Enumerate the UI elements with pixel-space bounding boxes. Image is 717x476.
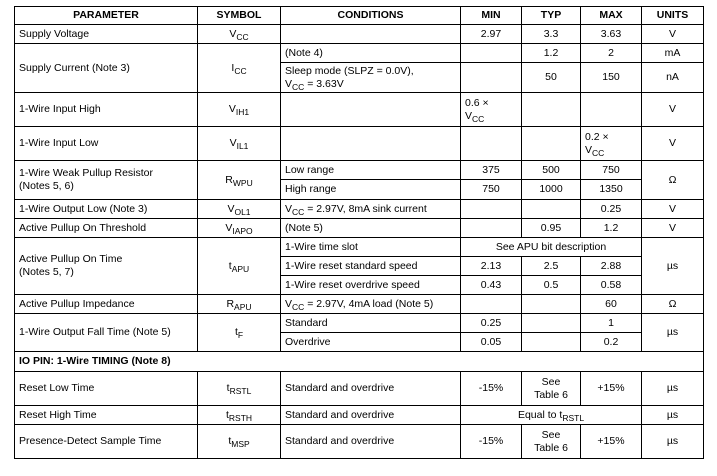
max-cell: 0.58	[581, 276, 642, 295]
conditions-cell	[281, 200, 461, 219]
row-pullup-resistor-low	[15, 161, 704, 180]
row-pullup-time-slot	[15, 238, 704, 257]
max-cell: 0.2	[581, 333, 642, 352]
typ-cell	[522, 127, 581, 161]
min-symbol: V	[465, 109, 473, 122]
max-cell	[581, 93, 642, 127]
header-row	[15, 7, 704, 25]
symbol-cell	[198, 44, 281, 93]
header-units: UNITS	[642, 7, 704, 25]
max-cell: 2.88	[581, 257, 642, 276]
symbol-main: V	[229, 27, 237, 40]
min-cell	[461, 219, 522, 238]
condition-subscript: CC	[292, 81, 305, 92]
row-supply-current	[15, 44, 704, 63]
symbol-main: V	[228, 103, 236, 115]
parameter-cell: 1-Wire Input High	[15, 93, 198, 127]
min-subscript: CC	[472, 113, 485, 124]
min-cell: 375	[461, 161, 522, 180]
spanning-note-cell	[461, 406, 642, 425]
row-fall-time-standard	[15, 314, 704, 333]
row-supply-voltage	[15, 25, 704, 44]
conditions-cell	[281, 127, 461, 161]
min-cell: -15%	[461, 372, 522, 406]
header-conditions: CONDITIONS	[281, 7, 461, 25]
symbol-subscript: WPU	[232, 177, 253, 188]
typ-cell: 1.2	[522, 44, 581, 63]
parameter-cell	[15, 238, 198, 295]
max-subscript: CC	[592, 147, 605, 158]
parameter-cell: Presence-Detect Sample Time	[15, 425, 198, 459]
parameter-cell: 1-Wire Output Fall Time (Note 5)	[15, 314, 198, 352]
electrical-characteristics-table	[14, 6, 704, 459]
parameter-cell: Reset Low Time	[15, 372, 198, 406]
min-cell	[461, 200, 522, 219]
condition-symbol: V	[285, 77, 293, 90]
units-cell: V	[642, 219, 704, 238]
units-cell: V	[642, 25, 704, 44]
max-line: 0.2 ×	[585, 130, 609, 143]
typ-cell	[522, 372, 581, 406]
min-cell: 2.13	[461, 257, 522, 276]
symbol-subscript: IH1	[235, 107, 250, 117]
min-cell: 2.97	[461, 25, 522, 44]
min-cell: 0.05	[461, 333, 522, 352]
min-cell: -15%	[461, 425, 522, 459]
conditions-cell: Low range	[281, 161, 461, 180]
symbol-subscript: CC	[236, 31, 249, 42]
conditions-cell: Standard and overdrive	[281, 372, 461, 406]
conditions-cell	[281, 25, 461, 44]
symbol-subscript: APU	[234, 301, 252, 312]
max-cell: 750	[581, 161, 642, 180]
max-cell: 60	[581, 295, 642, 314]
units-cell: Ω	[642, 295, 704, 314]
parameter-cell: Reset High Time	[15, 406, 198, 425]
conditions-cell: Standard and overdrive	[281, 406, 461, 425]
max-cell: 1350	[581, 180, 642, 200]
units-cell: mA	[642, 44, 704, 63]
condition-subscript: CC	[292, 206, 305, 217]
symbol-cell	[198, 425, 281, 459]
symbol-subscript: APU	[231, 263, 250, 274]
symbol-cell	[198, 219, 281, 238]
parameter-note: (Notes 5, 6)	[19, 180, 74, 192]
symbol-main: t	[226, 382, 230, 394]
equal-subscript: RSTL	[562, 412, 585, 423]
conditions-cell: (Note 5)	[281, 219, 461, 238]
units-cell: µs	[642, 425, 704, 459]
typ-cell: 500	[522, 161, 581, 180]
row-output-low	[15, 200, 704, 219]
units-cell: V	[642, 127, 704, 161]
conditions-cell: Overdrive	[281, 333, 461, 352]
typ-cell	[522, 333, 581, 352]
max-cell: +15%	[581, 425, 642, 459]
typ-reference: Table 6	[534, 388, 568, 401]
parameter-line: Active Pullup On Time	[19, 253, 123, 265]
condition-symbol: V	[285, 202, 293, 215]
row-reset-high	[15, 406, 704, 425]
min-cell	[461, 127, 522, 161]
symbol-subscript: CC	[234, 65, 247, 76]
symbol-cell	[198, 295, 281, 314]
symbol-main: V	[227, 202, 235, 215]
typ-cell	[522, 314, 581, 333]
section-header-io-pin	[15, 352, 704, 372]
symbol-cell	[198, 406, 281, 425]
symbol-main: I	[231, 61, 235, 74]
typ-cell	[522, 200, 581, 219]
units-cell: µs	[642, 238, 704, 295]
max-cell: 150	[581, 63, 642, 93]
symbol-main: t	[228, 259, 232, 272]
row-input-low	[15, 127, 704, 161]
parameter-cell: Supply Current (Note 3)	[15, 44, 198, 93]
symbol-subscript: RSTH	[228, 412, 253, 423]
typ-cell: 1000	[522, 180, 581, 200]
max-cell: +15%	[581, 372, 642, 406]
symbol-subscript: IL1	[236, 141, 249, 151]
typ-cell: 2.5	[522, 257, 581, 276]
units-cell: µs	[642, 372, 704, 406]
min-cell: 0.43	[461, 276, 522, 295]
symbol-cell	[198, 93, 281, 127]
min-cell: 750	[461, 180, 522, 200]
typ-line: See	[541, 428, 561, 441]
min-cell	[461, 93, 522, 127]
conditions-cell	[281, 93, 461, 127]
symbol-cell	[198, 372, 281, 406]
units-cell: Ω	[642, 161, 704, 200]
condition-symbol: V	[285, 297, 293, 310]
row-input-high	[15, 93, 704, 127]
symbol-cell	[198, 314, 281, 352]
row-pullup-impedance	[15, 295, 704, 314]
conditions-cell: Standard	[281, 314, 461, 333]
symbol-subscript: RSTL	[229, 386, 252, 396]
typ-cell: 50	[522, 63, 581, 93]
condition-value: = 2.97V, 8mA sink current	[304, 202, 427, 215]
units-cell: µs	[642, 406, 704, 425]
parameter-cell: Active Pullup Impedance	[15, 295, 198, 314]
condition-value: = 2.97V, 4mA load (Note 5)	[304, 297, 434, 310]
units-cell: µs	[642, 314, 704, 352]
parameter-cell: 1-Wire Output Low (Note 3)	[15, 200, 198, 219]
parameter-note: (Notes 5, 7)	[19, 266, 74, 278]
max-cell: 2	[581, 44, 642, 63]
parameter-cell	[15, 161, 198, 200]
min-cell: 0.25	[461, 314, 522, 333]
header-typ: TYP	[522, 7, 581, 25]
conditions-cell	[281, 63, 461, 93]
parameter-cell: Supply Voltage	[15, 25, 198, 44]
typ-cell: 0.5	[522, 276, 581, 295]
symbol-main: t	[225, 408, 229, 421]
condition-subscript: CC	[292, 301, 305, 312]
conditions-cell: (Note 4)	[281, 44, 461, 63]
symbol-subscript: IAPO	[232, 225, 253, 236]
row-reset-low	[15, 372, 704, 406]
typ-line: See	[541, 375, 561, 388]
symbol-cell	[198, 161, 281, 200]
units-cell: nA	[642, 63, 704, 93]
symbol-main: t	[228, 435, 232, 447]
min-cell	[461, 44, 522, 63]
row-pullup-threshold	[15, 219, 704, 238]
symbol-subscript: MSP	[231, 439, 250, 449]
header-parameter: PARAMETER	[15, 7, 198, 25]
conditions-cell	[281, 295, 461, 314]
symbol-cell	[198, 25, 281, 44]
symbol-subscript: OL1	[234, 206, 251, 217]
min-cell	[461, 63, 522, 93]
symbol-main: V	[225, 221, 233, 234]
typ-reference: Table 6	[534, 441, 568, 454]
max-cell	[581, 127, 642, 161]
parameter-cell: 1-Wire Input Low	[15, 127, 198, 161]
section-title: IO PIN: 1-Wire TIMING (Note 8)	[15, 352, 704, 372]
symbol-cell	[198, 238, 281, 295]
spanning-note-cell: See APU bit description	[461, 238, 642, 257]
conditions-cell: 1-Wire reset standard speed	[281, 257, 461, 276]
symbol-cell	[198, 127, 281, 161]
max-cell: 1.2	[581, 219, 642, 238]
typ-cell	[522, 295, 581, 314]
symbol-main: R	[225, 173, 233, 186]
min-cell	[461, 295, 522, 314]
symbol-cell	[198, 200, 281, 219]
symbol-main: R	[226, 297, 235, 310]
parameter-cell: Active Pullup On Threshold	[15, 219, 198, 238]
header-min: MIN	[461, 7, 522, 25]
conditions-cell: 1-Wire time slot	[281, 238, 461, 257]
symbol-main: t	[234, 326, 238, 338]
max-cell: 0.25	[581, 200, 642, 219]
equal-text: Equal to t	[517, 408, 563, 421]
row-presence-detect	[15, 425, 704, 459]
condition-line: Sleep mode (SLPZ = 0.0V),	[285, 64, 414, 77]
condition-value: = 3.63V	[304, 77, 344, 90]
conditions-cell: Standard and overdrive	[281, 425, 461, 459]
typ-cell: 3.3	[522, 25, 581, 44]
max-cell: 3.63	[581, 25, 642, 44]
header-max: MAX	[581, 7, 642, 25]
header-symbol: SYMBOL	[198, 7, 281, 25]
max-symbol: V	[585, 143, 593, 156]
symbol-main: V	[229, 137, 237, 149]
typ-cell	[522, 425, 581, 459]
min-line: 0.6 ×	[465, 96, 489, 109]
conditions-cell: High range	[281, 180, 461, 200]
symbol-subscript: F	[237, 330, 244, 340]
max-cell: 1	[581, 314, 642, 333]
typ-cell: 0.95	[522, 219, 581, 238]
typ-cell	[522, 93, 581, 127]
units-cell: V	[642, 93, 704, 127]
parameter-line: 1-Wire Weak Pullup Resistor	[19, 167, 154, 179]
conditions-cell: 1-Wire reset overdrive speed	[281, 276, 461, 295]
units-cell: V	[642, 200, 704, 219]
